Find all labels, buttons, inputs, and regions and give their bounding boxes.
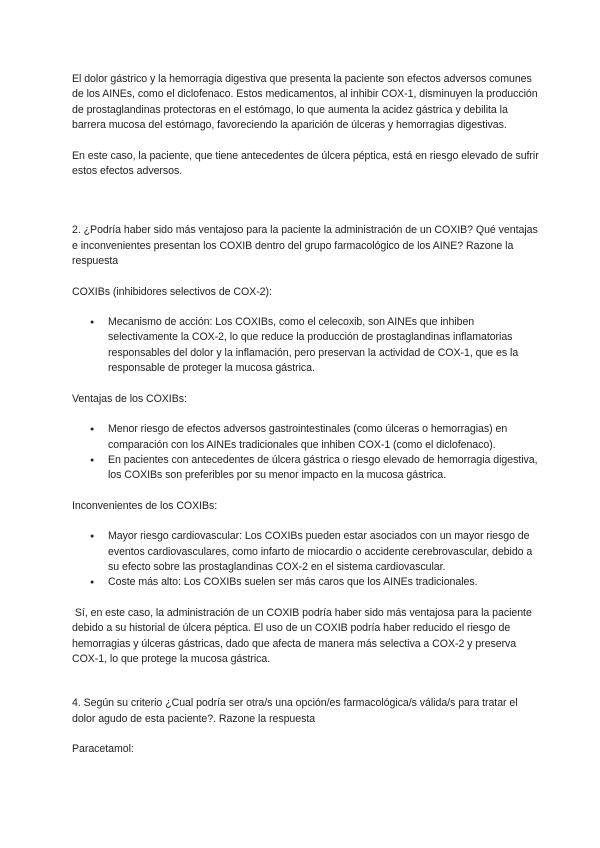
question-2: 2. ¿Podría haber sido más ventajoso para la paciente la administración de un COXIB? Qué ventajas e inconvenientes presentan los COXIB dentro del grupo farmacológico de los AINE? Razone la respuesta: [72, 224, 538, 268]
coxibs-heading: COXIBs (inhibidores selectivos de COX-2):: [72, 285, 272, 298]
list-item: ● En pacientes con antecedentes de úlcera gástrica o riesgo elevado de hemorragia digestiva, los COXIBs son preferibles por su menor impacto en la mucosa gástrica.: [72, 453, 540, 484]
list-item: ● Mayor riesgo cardiovascular: Los COXIBs pueden estar asociados con un mayor riesgo de eventos cardiovasculares, como infarto de miocardio o accidente cerebrovascular, debido a su efecto sobre las prostaglandinas COX-2 en el sistema cardiovascular.: [72, 529, 540, 575]
intro-paragraph-1: El dolor gástrico y la hemorragia digestiva que presenta la paciente son efectos adversos comunes de los AINEs, como el diclofenaco. Estos medicamentos, al inhibir COX-1, disminuyen la producción de prostaglandinas protectoras en el estómago, lo que aumenta la acidez gástrica y debilita la barrera mucosa del estómago, favoreciendo la aparición de úlceras y hemorragias digestivas.: [72, 73, 538, 132]
list-item: ● Menor riesgo de efectos adversos gastrointestinales (como úlceras o hemorragias) en comparación con los AINEs tradicionales que inhiben COX-1 (como el diclofenaco).: [72, 422, 540, 453]
q4-answer-start: Paracetamol:: [72, 743, 134, 756]
ventajas-heading: Ventajas de los COXIBs:: [72, 392, 187, 405]
inconvenientes-heading: Inconvenientes de los COXIBs:: [72, 499, 218, 512]
coxibs-list: [72, 315, 540, 377]
intro-paragraph-2: En este caso, la paciente, que tiene antecedentes de úlcera péptica, está en riesgo elevado de sufrir estos efectos adversos.: [72, 149, 539, 178]
ventajas-list: [72, 422, 540, 484]
q2-conclusion: Sí, en este caso, la administración de un COXIB podría haber sido más ventajosa para la paciente debido a su historial de úlcera péptica. El uso de un COXIB podría haber reducido el riesgo de hemorragias y úlceras gástricas, dado que afecta de manera más selectiva a COX-2 y preserva COX-1, lo que protege la mucosa gástrica.: [72, 606, 535, 665]
list-item: ● Coste más alto: Los COXIBs suelen ser más caros que los AINEs tradicionales.: [72, 575, 540, 590]
list-item: ● Mecanismo de acción: Los COXIBs, como el celecoxib, son AINEs que inhiben selectivamente la COX-2, lo que reduce la producción de prostaglandinas inflamatorias responsables del dolor y la inflamación, pero preservan la actividad de COX-1, que es la responsable de proteger la mucosa gástrica.: [72, 315, 540, 377]
inconvenientes-list: [72, 529, 540, 591]
question-4: 4. Según su criterio ¿Cual podría ser otra/s una opción/es farmacológica/s válida/s para tratar el dolor agudo de esta paciente?. Razone la respuesta: [72, 697, 518, 725]
